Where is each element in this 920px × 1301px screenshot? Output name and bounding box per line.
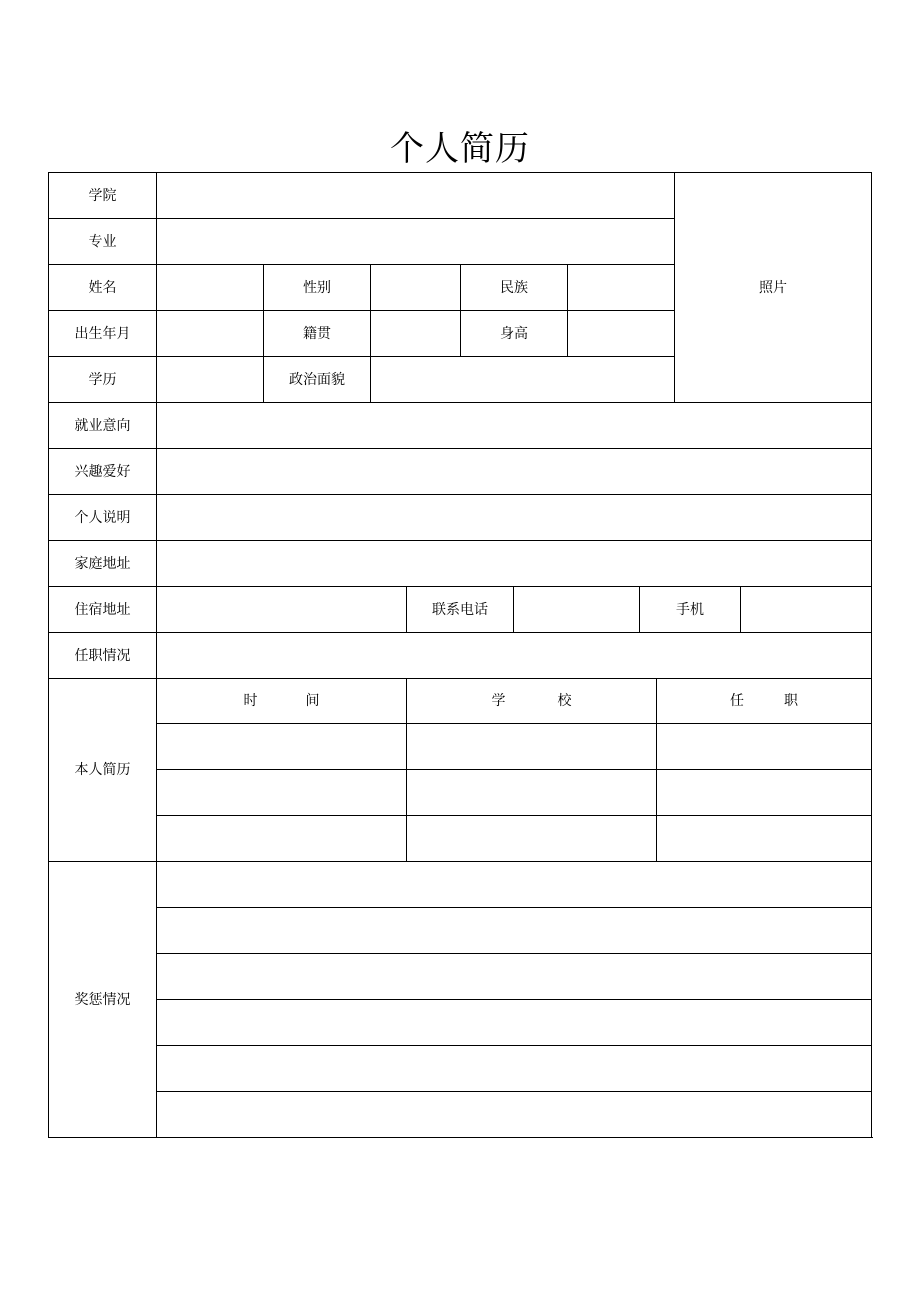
header-time-char: 时 [243, 693, 258, 709]
label-awards: 奖惩情况 [74, 991, 131, 1008]
label-major: 专业 [88, 233, 117, 250]
award-row[interactable] [157, 1000, 871, 1045]
label-mobile: 手机 [676, 601, 704, 618]
award-row[interactable] [157, 954, 871, 999]
native-place-field[interactable] [371, 311, 460, 356]
award-row[interactable] [157, 1092, 871, 1137]
personal-statement-field[interactable] [157, 495, 871, 540]
contact-phone-field[interactable] [514, 587, 639, 632]
photo-placeholder[interactable]: 照片 [759, 279, 787, 296]
political-status-field[interactable] [371, 357, 674, 402]
label-resume: 本人简历 [74, 762, 131, 778]
positions-held-field[interactable] [157, 633, 871, 678]
table-border-right [871, 172, 872, 1138]
home-address-field[interactable] [157, 541, 871, 586]
college-field[interactable] [157, 173, 674, 218]
award-row[interactable] [157, 1046, 871, 1091]
header-time-char: 间 [305, 693, 320, 709]
table-border-bottom [48, 1137, 873, 1138]
resume-school-cell[interactable] [407, 770, 656, 815]
page-title: 个人简历 [390, 129, 530, 169]
label-native-place: 籍贯 [303, 325, 331, 342]
job-intention-field[interactable] [157, 403, 871, 448]
name-field[interactable] [157, 265, 263, 310]
resume-time-cell[interactable] [157, 816, 406, 861]
header-position [657, 679, 871, 723]
label-dorm-address: 住宿地址 [74, 601, 131, 618]
header-time [157, 679, 406, 723]
header-position-char: 任 [730, 693, 744, 709]
award-row[interactable] [157, 908, 871, 953]
mobile-field[interactable] [741, 587, 871, 632]
header-school-char: 校 [557, 693, 572, 709]
header-school-char: 学 [491, 693, 506, 709]
label-hobbies: 兴趣爱好 [74, 463, 131, 480]
resume-position-cell[interactable] [657, 724, 871, 769]
label-political-status: 政治面貌 [289, 371, 345, 388]
major-field[interactable] [157, 219, 674, 264]
label-home-address: 家庭地址 [74, 555, 131, 572]
resume-time-cell[interactable] [157, 724, 406, 769]
resume-school-cell[interactable] [407, 724, 656, 769]
gender-field[interactable] [371, 265, 460, 310]
label-ethnicity: 民族 [500, 279, 528, 296]
resume-position-cell[interactable] [657, 770, 871, 815]
label-job-intention: 就业意向 [74, 417, 131, 434]
ethnicity-field[interactable] [568, 265, 674, 310]
label-gender: 性别 [303, 279, 331, 296]
label-personal-statement: 个人说明 [74, 509, 131, 526]
header-school [407, 679, 656, 723]
resume-school-cell[interactable] [407, 816, 656, 861]
label-birth: 出生年月 [74, 325, 131, 342]
resume-time-cell[interactable] [157, 770, 406, 815]
height-field[interactable] [568, 311, 674, 356]
birth-field[interactable] [157, 311, 263, 356]
label-contact-phone: 联系电话 [432, 601, 488, 618]
hobbies-field[interactable] [157, 449, 871, 494]
education-field[interactable] [157, 357, 263, 402]
header-position-char: 职 [784, 693, 798, 709]
label-education: 学历 [88, 371, 117, 388]
label-positions-held: 任职情况 [74, 647, 131, 664]
dorm-address-field[interactable] [157, 587, 406, 632]
label-height: 身高 [500, 325, 528, 342]
award-row[interactable] [157, 862, 871, 907]
resume-position-cell[interactable] [657, 816, 871, 861]
label-name: 姓名 [88, 279, 117, 296]
label-college: 学院 [88, 187, 117, 204]
